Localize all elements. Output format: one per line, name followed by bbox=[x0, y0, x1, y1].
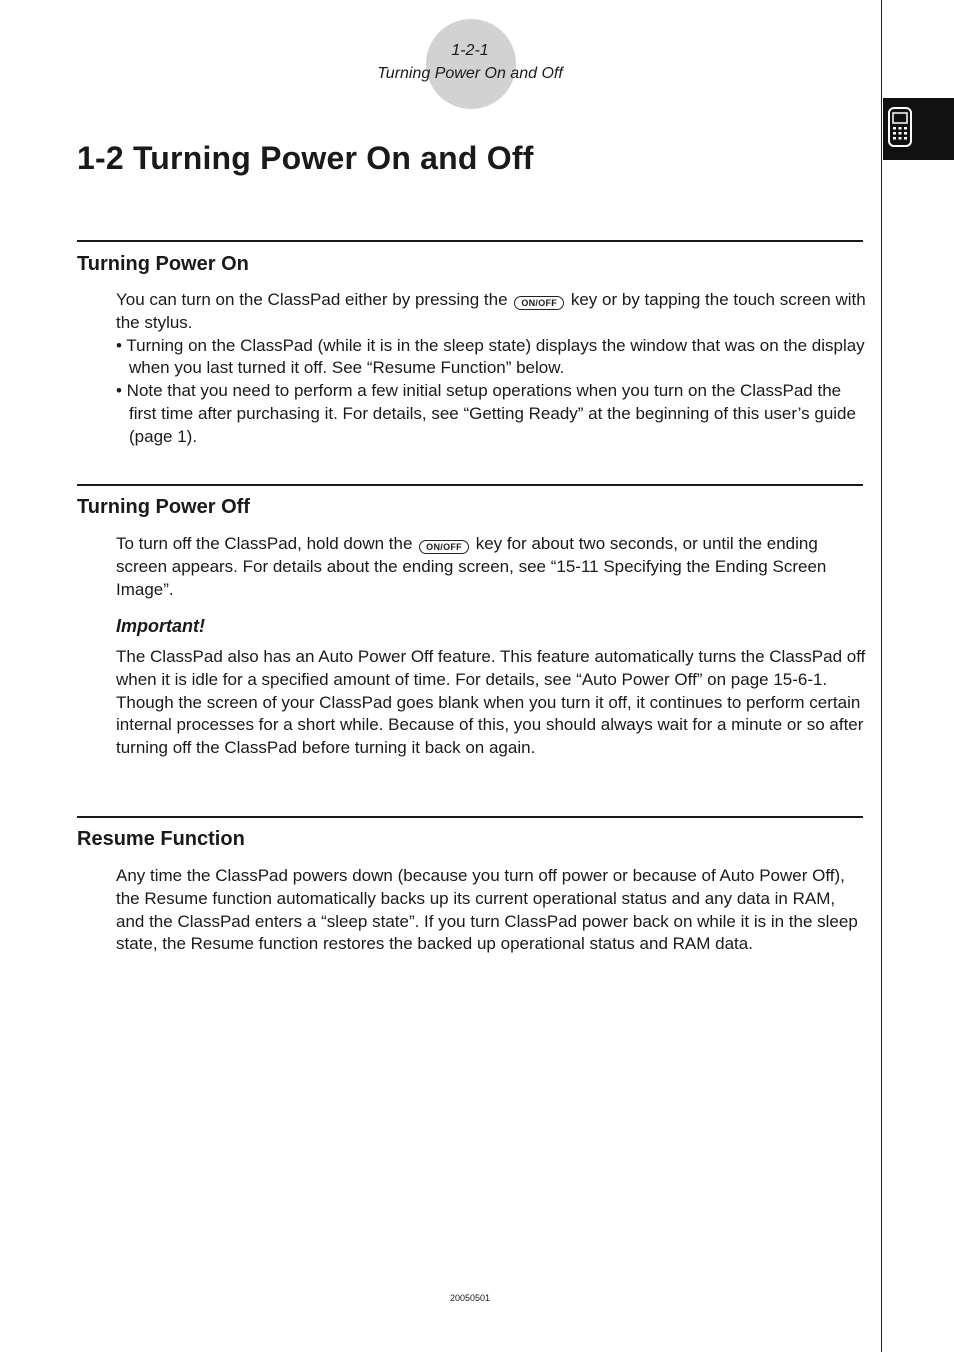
resume-text bbox=[116, 865, 866, 956]
on-off-key: ON/OFF bbox=[419, 540, 469, 554]
section-rule-power-off bbox=[77, 484, 863, 486]
power-off-paragraph bbox=[116, 533, 866, 601]
section-heading-resume: Resume Function bbox=[77, 828, 245, 850]
power-on-intro bbox=[116, 289, 866, 335]
power-on-intro-after: key or by tapping the touch screen with the stylus. bbox=[116, 290, 866, 332]
bullet-item: • Turning on the ClassPad (while it is in the sleep state) displays the window that was on the display when you last turned it off. See “Resume Function” below. bbox=[116, 335, 865, 378]
running-title: Turning Power On and Off bbox=[377, 65, 563, 82]
power-on-text bbox=[116, 289, 866, 449]
power-on-intro-before: You can turn on the ClassPad either by pressing the bbox=[116, 290, 508, 309]
on-off-key: ON/OFF bbox=[514, 296, 564, 310]
bullet-item: • Note that you need to perform a few initial setup operations when you turn on the ClassPad the first time after purchasing it. For details, see “Getting Ready” at the beginning of this user’s guide (page 1). bbox=[116, 381, 856, 446]
important-text bbox=[116, 646, 866, 760]
calculator-icon bbox=[887, 106, 913, 148]
section-heading-power-on: Turning Power On bbox=[77, 253, 249, 275]
header-circle bbox=[426, 19, 516, 109]
power-off-after: key for about two seconds, or until the ending screen appears. For details about the ending screen, see “15-11 Specifying the Ending Screen Image”. bbox=[116, 534, 827, 599]
chapter-title: 1-2 Turning Power On and Off bbox=[77, 140, 534, 176]
section-rule-resume bbox=[77, 816, 863, 818]
important-label: Important! bbox=[116, 616, 205, 636]
section-heading-power-off: Turning Power Off bbox=[77, 496, 250, 518]
power-off-before: To turn off the ClassPad, hold down the bbox=[116, 534, 413, 553]
important-paragraph: The ClassPad also has an Auto Power Off feature. This feature automatically turns the ClassPad off when it is idle for a specified amount of time. For details, see “Auto Power Off” on page 15-6-1. bbox=[116, 647, 866, 689]
page-edge-line bbox=[881, 0, 882, 1352]
footer-code: 20050501 bbox=[449, 1293, 491, 1303]
resume-paragraph: Any time the ClassPad powers down (because you turn off power or because of Auto Power Off), the Resume function automatically backs up its current operational status and any data in RAM, and the ClassPad enters a “sleep state”. If you turn ClassPad power back on while it is in the sleep state, the Resume function restores the backed up operational status and RAM data. bbox=[116, 866, 858, 954]
section-rule-power-on bbox=[77, 240, 863, 242]
important-paragraph: Though the screen of your ClassPad goes blank when you turn it off, it continues to perform certain internal processes for a short while. Because of this, you should always wait for a minute or so after turning off the ClassPad before turning it back on again. bbox=[116, 692, 864, 758]
power-off-text bbox=[116, 533, 866, 601]
side-tab bbox=[883, 98, 954, 160]
page-number: 1-2-1 bbox=[451, 42, 489, 59]
